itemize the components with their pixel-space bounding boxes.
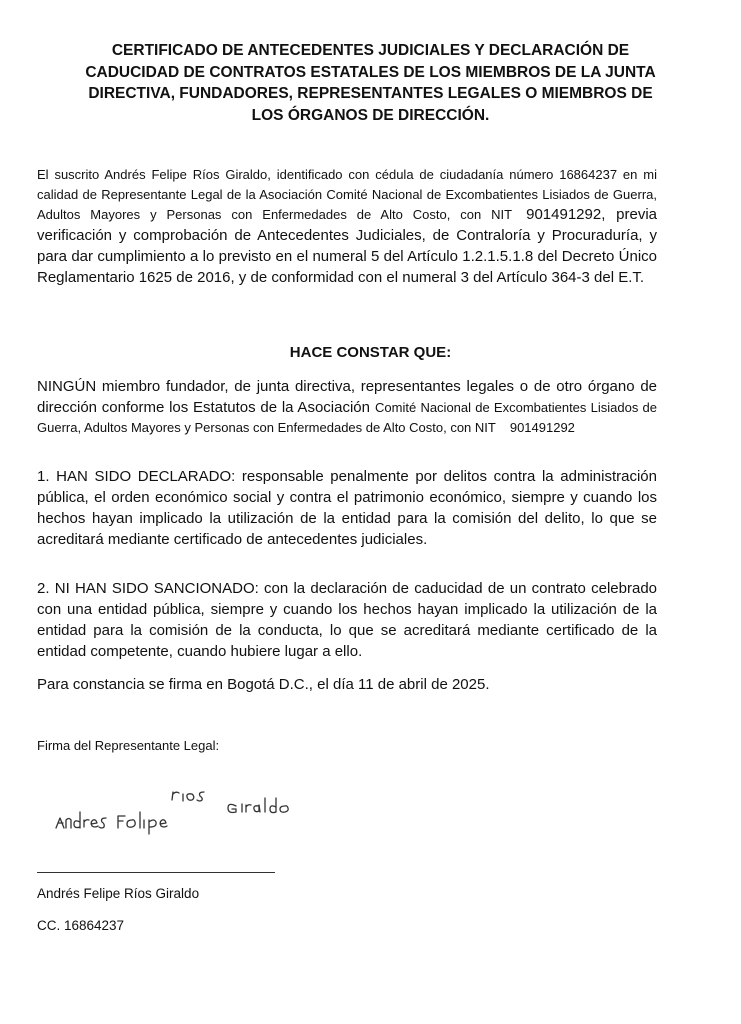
- signer-id-number: CC. 16864237: [37, 918, 125, 933]
- constar-text-large: NINGÚN miembro fundador, de junta directiva, representantes legales o de otro órgano de dirección conforme los Estatutos de la Asociación: [37, 378, 657, 416]
- closing-statement: Para constancia se firma en Bogotá D.C., el día 11 de abril de 2025.: [37, 676, 490, 693]
- section-heading: HACE CONSTAR QUE:: [289, 344, 452, 361]
- title-line: CERTIFICADO DE ANTECEDENTES JUDICIALES Y DECLARACIÓN DE: [111, 42, 630, 59]
- signer-name: Andrés Felipe Ríos Giraldo: [37, 886, 200, 901]
- constar-text-small: Comité Nacional de Excombatientes Lisiados de Guerra, Adultos Mayores y Personas con Enfermedades de Alto Costo, con NIT: [37, 400, 658, 435]
- intro-text-small: El suscrito Andrés Felipe Ríos Giraldo, identificado con cédula de ciudadanía número 16864237 en mi calidad de Representante Legal de la Asociación Comité Nacional de Excombatientes Lisiados de Guerra, Adultos Mayores y Personas con Enfermedades de Alto Costo, con NIT: [37, 167, 657, 222]
- document-title: [30, 40, 711, 126]
- intro-paragraph: [37, 165, 657, 288]
- intro-text-large: previa verificación y comprobación de Antecedentes Judiciales, de Contraloría y Procuraduría, y para dar cumplimiento a lo previsto en el numeral 5 del Artículo 1.2.1.5.1.8 del Decreto Único Reglamentario 1625 de 2016, y de conformidad con el numeral 3 del Artículo 364-3 del E.T.: [37, 206, 658, 286]
- title-line: CADUCIDAD DE CONTRATOS ESTATALES DE LOS MIEMBROS DE LA JUNTA: [85, 63, 656, 81]
- constar-nit: 901491292: [509, 420, 575, 435]
- handwritten-signature: [52, 772, 312, 842]
- intro-nit: 901491292,: [526, 206, 606, 223]
- title-line: LOS ÓRGANOS DE DIRECCIÓN.: [251, 106, 490, 124]
- title-line: DIRECTIVA, FUNDADORES, REPRESENTANTES LEGALES O MIEMBROS DE: [88, 85, 653, 102]
- item-1-paragraph: 1. HAN SIDO DECLARADO: responsable penalmente por delitos contra la administración pública, el orden económico social y contra el patrimonio económico, siempre y cuando los hechos hayan implicado la utilización de la entidad para la comisión del delito, lo que se acreditará mediante certificado de antecedentes judiciales.: [37, 468, 657, 548]
- signature-label: Firma del Representante Legal:: [37, 738, 220, 753]
- signature-line: [37, 872, 275, 873]
- constar-paragraph: [37, 376, 657, 438]
- item-2-paragraph: 2. NI HAN SIDO SANCIONADO: con la declaración de caducidad de un contrato celebrado con una entidad pública, siempre y cuando los hechos hayan implicado la utilización de la entidad para la comisión de la conducta, lo que se acreditará mediante certificado de la entidad competente, cuando hubiere lugar a ello.: [37, 580, 657, 660]
